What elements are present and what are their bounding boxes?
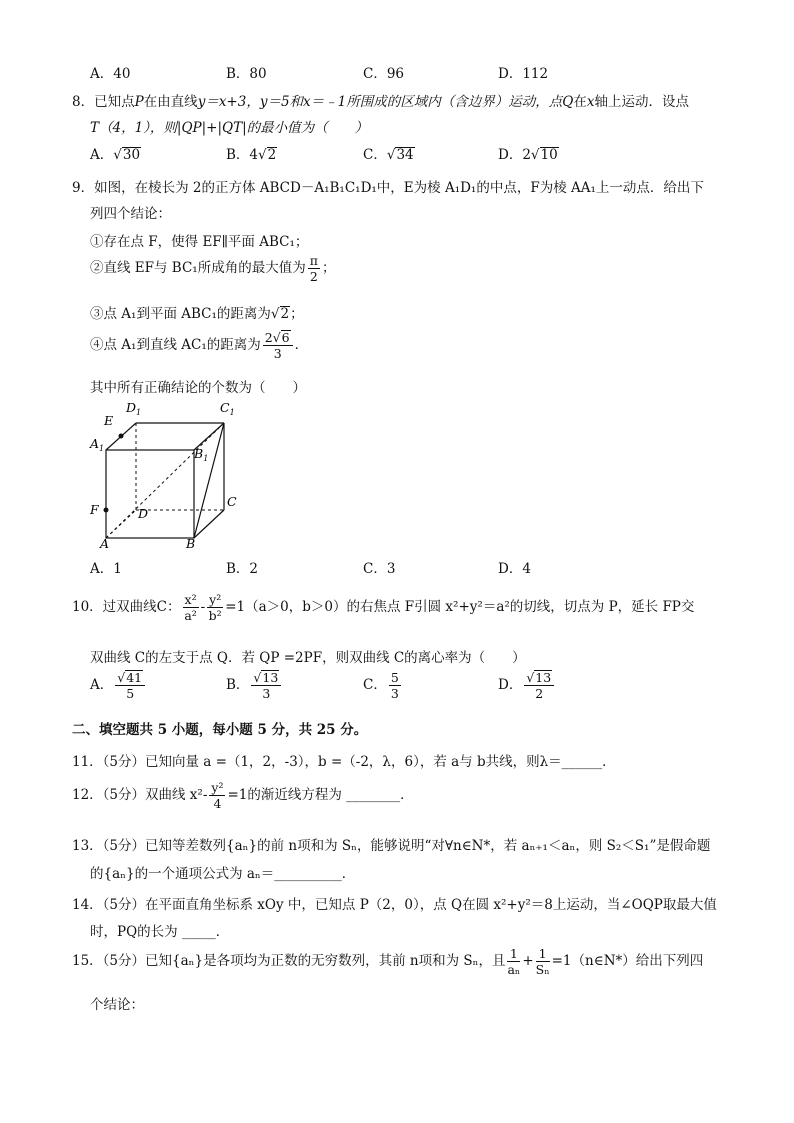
label-E: E — [104, 413, 114, 428]
sqrt-symbol: √2 — [270, 306, 290, 322]
q15-text-b: =1（n∈N*）给出下列四 — [551, 953, 704, 969]
fraction — [251, 670, 281, 701]
fraction — [536, 946, 550, 977]
frac-den: 2 — [309, 269, 318, 284]
fraction — [507, 946, 520, 977]
q8-a-label: A． — [90, 147, 114, 163]
label-C: C — [227, 494, 237, 509]
q15-line2: 个结论： — [90, 997, 144, 1013]
q10-b-label: B． — [226, 677, 250, 693]
q9-s2-text: ②直线 EF与 BC₁所成角的最大值为 — [90, 260, 306, 276]
q8-text-e: Q — [562, 94, 574, 110]
q10-a-label: A． — [90, 677, 114, 693]
sqrt-symbol: √6 — [272, 330, 290, 345]
q9-statement-1: ①存在点 F，使得 EF∥平面 ABC₁； — [90, 234, 309, 250]
point-F — [104, 508, 109, 513]
q9-option-a: A．1 — [90, 561, 122, 577]
q9-line2: 列四个结论： — [90, 206, 171, 222]
q9-statement-4 — [90, 330, 308, 361]
q10-option-b — [226, 670, 283, 701]
label-D1-main: D — [126, 400, 137, 415]
frac-den: a² — [184, 608, 197, 623]
q8-text-g: x — [586, 94, 595, 110]
q8-d-rad: 10 — [540, 147, 558, 163]
q8-option-a — [90, 143, 141, 163]
label-A: A — [100, 536, 110, 551]
sqrt-symbol: √2 — [258, 147, 277, 163]
rad: 13 — [262, 670, 279, 685]
q9-option-b: B．2 — [226, 561, 259, 577]
q9-question: 其中所有正确结论的个数为（ ） — [90, 380, 306, 396]
label-D: D — [138, 506, 149, 521]
q9-s2-end: ； — [321, 260, 336, 276]
q9-s3-rad: 2 — [280, 306, 290, 322]
frac-num: y² — [211, 780, 224, 795]
frac-num — [263, 330, 293, 346]
edge-BC — [194, 510, 224, 538]
q12-text-a: 12．（5分）双曲线 x²- — [72, 787, 208, 803]
frac-den: 4 — [213, 796, 222, 811]
label-sub: 1 — [136, 408, 142, 417]
q11: 11．（5分）已知向量 a =（1，2，-3），b =（-2，λ，6），若 a与 b共线，则λ＝______． — [72, 754, 616, 770]
frac-den: Sₙ — [535, 962, 550, 977]
q8-text-c: 在由直线 — [143, 94, 198, 110]
label-B1 — [193, 446, 208, 463]
sqrt-symbol: √41 — [117, 670, 143, 685]
rad: 41 — [126, 670, 143, 685]
rad: 13 — [535, 670, 552, 685]
q7-option-d: D．112 — [498, 66, 549, 82]
q9-statement-3 — [90, 302, 304, 322]
q8-b-rad: 2 — [267, 147, 277, 163]
q10-d-label: D． — [498, 677, 523, 693]
q8-text-a: 已知点 — [94, 94, 135, 110]
q9-option-c: C．3 — [363, 561, 396, 577]
label-B1-main: B — [194, 446, 204, 461]
q9-line1: 9．如图，在棱长为 2的正方体 ABCD－A₁B₁C₁D₁中，E为棱 A₁D₁的中点，F为棱 AA₁上一动点．给出下 — [72, 180, 704, 196]
section-2-heading: 二、填空题共 5 小题，每小题 5 分，共 25 分。 — [72, 722, 368, 738]
minus-sign: - — [200, 599, 206, 615]
q7-option-c: C．96 — [363, 66, 405, 82]
frac-num — [251, 670, 281, 686]
frac-num — [524, 670, 554, 686]
label-sub: 1 — [203, 454, 209, 463]
q15-text-a: 15．（5分）已知{aₙ}是各项均为正数的无穷数列，其前 n项和为 Sₙ，且 — [72, 953, 506, 969]
q15-line1 — [72, 946, 703, 977]
label-A1-main: A — [90, 436, 100, 451]
q7-option-a: A．40 — [90, 66, 131, 82]
fraction — [115, 670, 145, 701]
q8-text-d: y＝x+3，y＝5和x＝﹣1所围成的区域内（含边界）运动，点 — [197, 94, 563, 110]
q8-option-d — [498, 143, 559, 163]
q9-option-d: D．4 — [498, 561, 531, 577]
q9-s3-text: ③点 A₁到平面 ABC₁的距离为 — [90, 306, 271, 322]
frac-num: 1 — [507, 946, 520, 962]
label-B: B — [186, 536, 196, 551]
q14-line1: 14．（5分）在平面直角坐标系 xOy 中，已知点 P（2，0），点 Q在圆 x²+y²＝8上运动，当∠OQP取最大值 — [72, 897, 717, 913]
fraction — [183, 592, 199, 623]
frac-den: 5 — [126, 686, 135, 701]
frac-num: x² — [184, 592, 197, 607]
q8-c-rad: 34 — [396, 147, 414, 163]
q8-text-h: 轴上运动．设点 — [594, 94, 689, 110]
q13-line1: 13．（5分）已知等差数列{aₙ}的前 n项和为 Sₙ，能够说明“对∀n∈N*，若 aₙ₊₁＜aₙ，则 S₂＜S₁”是假命题 — [72, 838, 711, 854]
q10-option-a — [90, 670, 147, 701]
label-A1 — [89, 436, 104, 453]
segment-BC1 — [194, 423, 224, 538]
q9-statement-2 — [90, 253, 335, 284]
q12-text-b: =1的渐近线方程为 ________． — [227, 787, 414, 803]
label-D1 — [125, 400, 141, 417]
fraction — [207, 592, 223, 623]
label-sub: 1 — [229, 408, 235, 417]
label-sub: 1 — [99, 444, 105, 453]
q8-d-label: D．2 — [498, 147, 531, 163]
label-F: F — [90, 502, 99, 517]
frac-den: 3 — [262, 686, 271, 701]
q8-text-b: P — [134, 94, 144, 110]
frac-num: 5 — [390, 670, 399, 685]
frac-num: y² — [209, 592, 222, 607]
q8-text-f: 在 — [573, 94, 587, 110]
frac-den: 3 — [390, 686, 399, 701]
fraction — [524, 670, 554, 701]
q8-line2: T（4，1），则|QP|+|QT|的最小值为（ ） — [90, 120, 369, 136]
q8-option-c — [363, 143, 415, 163]
q10-option-c — [363, 670, 403, 701]
frac-num: π — [309, 253, 318, 268]
sqrt-symbol: √13 — [253, 670, 279, 685]
q7-option-b: B．80 — [226, 66, 267, 82]
label-C1 — [220, 400, 235, 417]
q14-line2: 时，PQ的长为 _____． — [90, 924, 230, 940]
sqrt-symbol: √10 — [530, 147, 558, 163]
sqrt-symbol: √34 — [386, 147, 414, 163]
num-coef: 2 — [264, 330, 273, 345]
fraction — [209, 780, 225, 811]
q8-number: 8． — [72, 94, 95, 110]
q10-c-label: C． — [363, 677, 387, 693]
q13-line2: 的{aₙ}的一个通项公式为 aₙ＝__________． — [90, 866, 356, 882]
q9-s4-text: ④点 A₁到直线 AC₁的距离为 — [90, 337, 261, 353]
label-C1-main: C — [220, 400, 230, 415]
frac-num — [115, 670, 145, 686]
q8-line1 — [72, 90, 689, 110]
q8-a-rad: 30 — [122, 147, 141, 163]
frac-den: b² — [208, 608, 222, 623]
q8-c-label: C． — [363, 147, 387, 163]
fraction — [308, 253, 320, 284]
q10-option-d — [498, 670, 556, 701]
cube-figure — [84, 398, 254, 554]
q10-text-b: =1（a＞0，b＞0）的右焦点 F引圆 x²+y²＝a²的切线，切点为 P，延长 FP交 — [225, 599, 695, 615]
q8-option-b — [226, 143, 277, 163]
frac-den: 3 — [273, 346, 282, 361]
frac-den: aₙ — [507, 962, 521, 977]
fraction — [389, 670, 401, 701]
frac-num: 1 — [536, 946, 550, 962]
q9-s3-end: ； — [290, 306, 304, 322]
point-E — [119, 434, 124, 439]
q10-text-a: 10．过双曲线C： — [72, 599, 181, 615]
q9-s4-end: ． — [294, 337, 309, 353]
diagonal-AC1 — [106, 423, 224, 538]
num-rad: 6 — [281, 330, 290, 345]
q10-line1 — [72, 592, 694, 623]
sqrt-symbol: √13 — [526, 670, 552, 685]
fraction — [263, 330, 293, 361]
sqrt-symbol: √30 — [113, 147, 141, 163]
frac-den: 2 — [535, 686, 544, 701]
q8-b-label: B．4 — [226, 147, 259, 163]
q12 — [72, 780, 414, 811]
plus-sign: + — [522, 953, 534, 969]
q10-line2: 双曲线 C的左支于点 Q．若 QP =2PF，则双曲线 C的离心率为（ ） — [90, 650, 526, 666]
